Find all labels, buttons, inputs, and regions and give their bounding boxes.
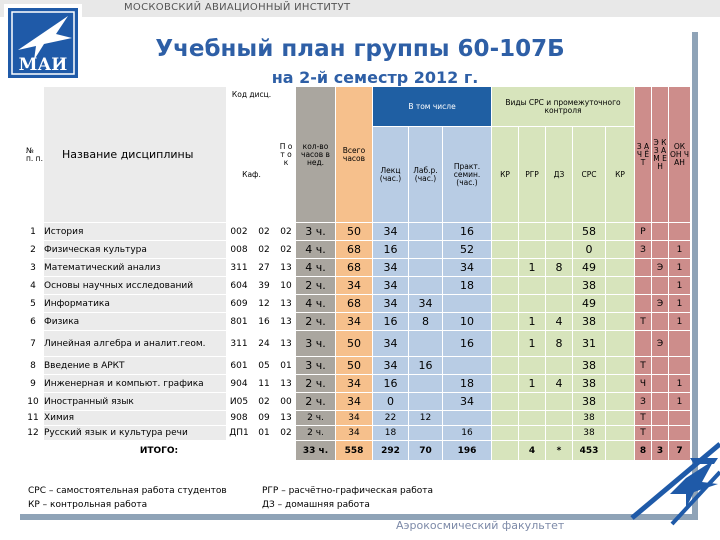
cell-lab — [409, 259, 443, 277]
cell-prac: 16 — [443, 331, 492, 357]
cell-name: Иностранный язык — [44, 393, 227, 411]
cell-lec: 16 — [373, 375, 409, 393]
cell-final: 1 — [669, 277, 691, 295]
col-kr: КР — [492, 127, 519, 223]
cell-kaf: 008 — [227, 241, 252, 259]
cell-exam: Э — [652, 331, 669, 357]
totals-zachet: 8 — [635, 441, 652, 461]
cell-srs: 49 — [573, 259, 606, 277]
cell-zachet: Т — [635, 313, 652, 331]
cell-lec: 34 — [373, 259, 409, 277]
cell-num: 3 — [23, 259, 44, 277]
cell-rgr: 1 — [519, 313, 546, 331]
table-row — [23, 331, 691, 357]
table-row — [23, 375, 691, 393]
cell-hours-week: 3 ч. — [296, 331, 336, 357]
col-dz: ДЗ — [546, 127, 573, 223]
cell-lec: 34 — [373, 223, 409, 241]
cell-kaf: 311 — [227, 259, 252, 277]
cell-kr2 — [606, 223, 635, 241]
totals-label: ИТОГО: — [23, 441, 296, 461]
cell-kaf: 904 — [227, 375, 252, 393]
cell-zachet — [635, 295, 652, 313]
cell-total: 68 — [336, 295, 373, 313]
cell-srs: 38 — [573, 277, 606, 295]
col-srs-group: Виды СРС и промежуточного контроля — [492, 87, 635, 127]
logo-text: МАИ — [18, 55, 68, 75]
cell-kr — [492, 277, 519, 295]
cell-total: 34 — [336, 375, 373, 393]
cell-num: 6 — [23, 313, 44, 331]
cell-potok: 13 — [277, 331, 296, 357]
cell-lab: 34 — [409, 295, 443, 313]
cell-lab: 12 — [409, 411, 443, 426]
legend-rgr: РГР – расчётно-графическая работа — [262, 486, 434, 496]
cell-total: 34 — [336, 393, 373, 411]
frame-bottom — [20, 514, 698, 520]
totals-total: 558 — [336, 441, 373, 461]
cell-exam — [652, 357, 669, 375]
cell-kr2 — [606, 295, 635, 313]
cell-code: 02 — [252, 223, 277, 241]
cell-hours-week: 2 ч. — [296, 313, 336, 331]
cell-dz — [546, 295, 573, 313]
cell-final: 1 — [669, 375, 691, 393]
table-row — [23, 411, 691, 426]
cell-name: История — [44, 223, 227, 241]
cell-name: Введение в АРКТ — [44, 357, 227, 375]
cell-lab — [409, 375, 443, 393]
cell-exam — [652, 393, 669, 411]
cell-srs: 38 — [573, 375, 606, 393]
cell-lab — [409, 331, 443, 357]
cell-dz: 4 — [546, 313, 573, 331]
cell-lec: 22 — [373, 411, 409, 426]
cell-dz — [546, 393, 573, 411]
cell-rgr — [519, 411, 546, 426]
col-prac: Практ. семин. (час.) — [443, 127, 492, 223]
table-row — [23, 295, 691, 313]
cell-exam — [652, 277, 669, 295]
cell-dz: 4 — [546, 375, 573, 393]
cell-total: 34 — [336, 426, 373, 441]
cell-prac: 52 — [443, 241, 492, 259]
cell-total: 68 — [336, 241, 373, 259]
cell-potok: 10 — [277, 277, 296, 295]
cell-kaf: И05 — [227, 393, 252, 411]
cell-kr — [492, 295, 519, 313]
cell-exam — [652, 223, 669, 241]
col-total-hours: Всего часов — [336, 87, 373, 223]
cell-zachet: Р — [635, 223, 652, 241]
col-exam: Э К З А М Е Н — [652, 87, 669, 223]
cell-kr — [492, 411, 519, 426]
cell-name: Инженерная и компьют. графика — [44, 375, 227, 393]
cell-zachet: З — [635, 241, 652, 259]
col-including: В том числе — [373, 87, 492, 127]
cell-prac: 16 — [443, 223, 492, 241]
cell-prac — [443, 411, 492, 426]
cell-potok: 02 — [277, 426, 296, 441]
cell-srs: 38 — [573, 313, 606, 331]
cell-dz — [546, 223, 573, 241]
table-row — [23, 223, 691, 241]
cell-kr2 — [606, 241, 635, 259]
cell-exam: Э — [652, 259, 669, 277]
cell-name: Физика — [44, 313, 227, 331]
cell-kr — [492, 393, 519, 411]
cell-potok: 13 — [277, 411, 296, 426]
cell-hours-week: 3 ч. — [296, 223, 336, 241]
totals-lab: 70 — [409, 441, 443, 461]
cell-hours-week: 2 ч. — [296, 426, 336, 441]
cell-prac: 18 — [443, 277, 492, 295]
col-potok: П о т о к — [277, 87, 296, 223]
col-kr2: КР — [606, 127, 635, 223]
cell-rgr — [519, 223, 546, 241]
cell-lec: 16 — [373, 241, 409, 259]
cell-lec: 18 — [373, 426, 409, 441]
cell-dz — [546, 411, 573, 426]
totals-exam: 3 — [652, 441, 669, 461]
cell-lec: 0 — [373, 393, 409, 411]
cell-num: 4 — [23, 277, 44, 295]
cell-name: Математический анализ — [44, 259, 227, 277]
col-srs: СРС — [573, 127, 606, 223]
legend — [22, 484, 690, 512]
cell-code: 02 — [252, 393, 277, 411]
cell-exam — [652, 313, 669, 331]
cell-code: 12 — [252, 295, 277, 313]
table-row — [23, 313, 691, 331]
page-title: Учебный план группы 60-107Б — [155, 36, 565, 62]
cell-potok: 02 — [277, 223, 296, 241]
cell-kr — [492, 223, 519, 241]
cell-total: 34 — [336, 313, 373, 331]
cell-prac: 34 — [443, 259, 492, 277]
cell-potok: 13 — [277, 259, 296, 277]
cell-kaf: 604 — [227, 277, 252, 295]
cell-srs: 31 — [573, 331, 606, 357]
table-row — [23, 393, 691, 411]
cell-final: 1 — [669, 241, 691, 259]
cell-prac — [443, 295, 492, 313]
table-row — [23, 277, 691, 295]
cell-srs: 38 — [573, 411, 606, 426]
cell-potok: 13 — [277, 375, 296, 393]
totals-kr — [492, 441, 519, 461]
table-row — [23, 357, 691, 375]
cell-code: 16 — [252, 313, 277, 331]
cell-zachet: Т — [635, 426, 652, 441]
cell-kr — [492, 313, 519, 331]
cell-code: 05 — [252, 357, 277, 375]
cell-kaf: 609 — [227, 295, 252, 313]
cell-code: 27 — [252, 259, 277, 277]
cell-dz: 8 — [546, 331, 573, 357]
cell-zachet — [635, 259, 652, 277]
cell-lab: 8 — [409, 313, 443, 331]
col-lab: Лаб.р. (час.) — [409, 127, 443, 223]
totals-final: 7 — [669, 441, 691, 461]
cell-kr — [492, 331, 519, 357]
col-code: Код дисц. — [227, 87, 277, 127]
cell-srs: 38 — [573, 426, 606, 441]
cell-kr2 — [606, 277, 635, 295]
cell-kaf: 801 — [227, 313, 252, 331]
cell-total: 50 — [336, 223, 373, 241]
cell-exam — [652, 411, 669, 426]
cell-prac — [443, 357, 492, 375]
cell-prac: 18 — [443, 375, 492, 393]
cell-exam — [652, 375, 669, 393]
cell-dz — [546, 277, 573, 295]
cell-kr — [492, 426, 519, 441]
cell-rgr — [519, 241, 546, 259]
cell-total: 34 — [336, 411, 373, 426]
cell-lec: 34 — [373, 277, 409, 295]
cell-num: 7 — [23, 331, 44, 357]
cell-rgr — [519, 393, 546, 411]
cell-kr2 — [606, 331, 635, 357]
table-row — [23, 426, 691, 441]
totals-row — [23, 441, 691, 461]
cell-kr2 — [606, 411, 635, 426]
cell-lab — [409, 241, 443, 259]
cell-code: 01 — [252, 426, 277, 441]
cell-zachet — [635, 277, 652, 295]
cell-lec: 16 — [373, 313, 409, 331]
cell-num: 8 — [23, 357, 44, 375]
cell-zachet: Ч — [635, 375, 652, 393]
totals-rgr: 4 — [519, 441, 546, 461]
cell-kr — [492, 375, 519, 393]
cell-name: Физическая культура — [44, 241, 227, 259]
cell-prac: 10 — [443, 313, 492, 331]
cell-srs: 58 — [573, 223, 606, 241]
curriculum-table — [22, 86, 691, 461]
cell-lec: 34 — [373, 331, 409, 357]
cell-prac: 16 — [443, 426, 492, 441]
cell-hours-week: 3 ч. — [296, 357, 336, 375]
airplane-icon — [624, 438, 720, 538]
cell-final — [669, 331, 691, 357]
cell-kaf: 002 — [227, 223, 252, 241]
col-lec: Лекц (час.) — [373, 127, 409, 223]
cell-num: 5 — [23, 295, 44, 313]
cell-kaf: 908 — [227, 411, 252, 426]
cell-dz: 8 — [546, 259, 573, 277]
cell-srs: 0 — [573, 241, 606, 259]
cell-rgr — [519, 277, 546, 295]
cell-zachet: Т — [635, 411, 652, 426]
cell-name: Информатика — [44, 295, 227, 313]
legend-srs: СРС – самостоятельная работа студентов — [28, 486, 227, 496]
page-subtitle: на 2-й семестр 2012 г. — [271, 68, 479, 87]
cell-final: 1 — [669, 393, 691, 411]
cell-lab — [409, 393, 443, 411]
cell-code: 24 — [252, 331, 277, 357]
cell-name: Химия — [44, 411, 227, 426]
cell-lab: 16 — [409, 357, 443, 375]
table-body — [23, 223, 691, 461]
cell-num: 2 — [23, 241, 44, 259]
cell-total: 50 — [336, 357, 373, 375]
cell-final — [669, 357, 691, 375]
cell-zachet: Т — [635, 357, 652, 375]
cell-num: 9 — [23, 375, 44, 393]
cell-hours-week: 2 ч. — [296, 411, 336, 426]
cell-hours-week: 4 ч. — [296, 259, 336, 277]
cell-dz — [546, 241, 573, 259]
col-rgr: РГР — [519, 127, 546, 223]
cell-num: 12 — [23, 426, 44, 441]
cell-kr — [492, 241, 519, 259]
cell-rgr: 1 — [519, 331, 546, 357]
cell-kaf: ДП1 — [227, 426, 252, 441]
cell-lab — [409, 426, 443, 441]
cell-lec: 34 — [373, 357, 409, 375]
top-bar — [0, 0, 720, 17]
cell-dz — [546, 426, 573, 441]
legend-dz: ДЗ – домашняя работа — [262, 500, 370, 510]
cell-rgr: 1 — [519, 259, 546, 277]
col-hours-week: кол-во часов в нед. — [296, 87, 336, 223]
cell-dz — [546, 357, 573, 375]
cell-code: 11 — [252, 375, 277, 393]
cell-name: Русский язык и культура речи — [44, 426, 227, 441]
cell-kr2 — [606, 393, 635, 411]
col-zachet: З А Ч Ё Т — [635, 87, 652, 223]
col-kaf: Каф. — [227, 127, 277, 223]
cell-lab — [409, 223, 443, 241]
cell-kaf: 601 — [227, 357, 252, 375]
cell-final — [669, 411, 691, 426]
cell-rgr — [519, 295, 546, 313]
cell-final: 1 — [669, 259, 691, 277]
cell-exam — [652, 241, 669, 259]
cell-kr — [492, 357, 519, 375]
cell-kr2 — [606, 259, 635, 277]
cell-total: 34 — [336, 277, 373, 295]
cell-potok: 02 — [277, 241, 296, 259]
cell-num: 11 — [23, 411, 44, 426]
cell-potok: 01 — [277, 357, 296, 375]
cell-total: 68 — [336, 259, 373, 277]
totals-lec: 292 — [373, 441, 409, 461]
col-num: № п. п. — [23, 87, 44, 223]
cell-zachet — [635, 331, 652, 357]
cell-code: 39 — [252, 277, 277, 295]
cell-lab — [409, 277, 443, 295]
cell-name: Линейная алгебра и аналит.геом. — [44, 331, 227, 357]
cell-srs: 38 — [573, 393, 606, 411]
cell-num: 10 — [23, 393, 44, 411]
cell-prac: 34 — [443, 393, 492, 411]
legend-kr: КР – контрольная работа — [28, 500, 148, 510]
table-row — [23, 241, 691, 259]
cell-lec: 34 — [373, 295, 409, 313]
cell-rgr — [519, 357, 546, 375]
cell-hours-week: 2 ч. — [296, 393, 336, 411]
table-row — [23, 259, 691, 277]
cell-num: 1 — [23, 223, 44, 241]
cell-zachet: З — [635, 393, 652, 411]
cell-srs: 38 — [573, 357, 606, 375]
cell-exam: Э — [652, 295, 669, 313]
totals-prac: 196 — [443, 441, 492, 461]
cell-potok: 00 — [277, 393, 296, 411]
cell-name: Основы научных исследований — [44, 277, 227, 295]
totals-dz: * — [546, 441, 573, 461]
cell-rgr: 1 — [519, 375, 546, 393]
cell-final: 1 — [669, 295, 691, 313]
cell-srs: 49 — [573, 295, 606, 313]
totals-srs: 453 — [573, 441, 606, 461]
cell-potok: 13 — [277, 313, 296, 331]
cell-kaf: 311 — [227, 331, 252, 357]
cell-hours-week: 4 ч. — [296, 295, 336, 313]
cell-kr2 — [606, 357, 635, 375]
cell-final: 1 — [669, 313, 691, 331]
cell-hours-week: 2 ч. — [296, 375, 336, 393]
cell-hours-week: 4 ч. — [296, 241, 336, 259]
cell-kr2 — [606, 375, 635, 393]
cell-code: 09 — [252, 411, 277, 426]
cell-potok: 13 — [277, 295, 296, 313]
cell-hours-week: 2 ч. — [296, 277, 336, 295]
col-name: Название дисциплины — [44, 87, 227, 223]
cell-kr2 — [606, 313, 635, 331]
col-final: ОК ОН Ч АН — [669, 87, 691, 223]
cell-kr — [492, 259, 519, 277]
cell-rgr — [519, 426, 546, 441]
cell-code: 02 — [252, 241, 277, 259]
cell-total: 50 — [336, 331, 373, 357]
cell-final — [669, 223, 691, 241]
totals-hours-week: 33 ч. — [296, 441, 336, 461]
faculty-name: Аэрокосмический факультет — [396, 519, 565, 532]
institute-name: МОСКОВСКИЙ АВИАЦИОННЫЙ ИНСТИТУТ — [124, 2, 351, 13]
